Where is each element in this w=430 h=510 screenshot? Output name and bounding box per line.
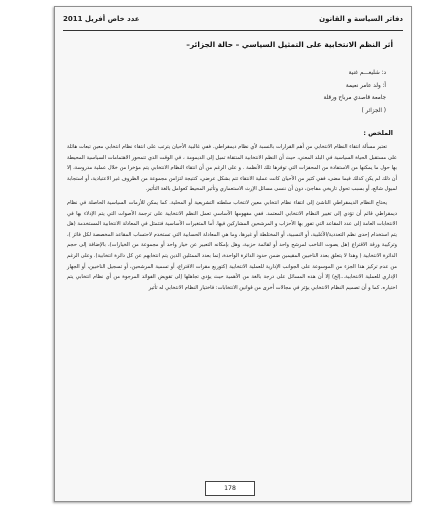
author-block [323,67,386,117]
affiliation: جامعة قاصدي مرباح ورقلة [323,95,386,101]
author-name: أ: ولد عامر نعيمة [345,82,386,89]
running-header [63,13,403,29]
country: ( الجزائر ) [361,107,386,114]
paragraph: يحتاج النظام الديمقراطي الناشئ إلى انتقاء نظام انتخابي معين لانتخاب سلطته التشريعية أو المحلية. كما يمكن للأزمات السياسية الحاصلة في نظام ديمقراطي قائم أن تؤدي إلى تغيير النظام الانتخابي المعتمد. ففي مفهومها الأساسي تعمل النظم الانتخابية على ترجمة الأصوات التي يتم الإدلاء بها في الانتخابات العامة إلى عدد المقاعد التي تفوز بها الأحزاب و المرشحين المشاركين فيها. أما المتغيرات الأساسية فتتمثل في المعادلة الانتخابية المستخدمة (هل يتم استخدام إحدى نظم التعددية/الأغلبية، أو النسبية، أو المختلطة أو غيرها، وما هي المعادلة الحسابية التي تستخدم لاحتساب المقاعد المخصصة لكل فائز )، وتركيبة ورقة الاقتراع (هل يصوت الناخب لمرشح واحد أو لقائمة حزبية، وهل بإمكانه التعبير عن خيار واحد أو مجموعة من الخيارات)، بالإضافة إلى حجم الدائرة الانتخابية ( وهذا لا يتعلق بعدد الناخبين المقيمين ضمن حدود الدائرة الواحدة، إنما بعدد الممثلين الذين يتم انتخابهم عن كل دائرة انتخابية). وعلى الرغم من عدم تركيز هذا الجزء من الموسوعة على الجوانب الإدارية للعملية الانتخابية (كتوزيع مقرات الاقتراع، أو تسمية المرشحين، أو تسجيل الناخبين، أو الجهاز الإداري للعملية الانتخابية...إلخ) إلا أن هذه المسائل على درجة بالغة من الأهمية حيث يؤدي تجاهلها إلى تقويض الفوائد المرجوة من أي نظام انتخابي يتم اختياره. كما و أن تصميم النظام الانتخابي يؤثر في مجالات أخرى من قوانين الانتخابات: فاختيار النظام الانتخابي له تأثير [67,199,397,291]
header-divider [63,30,403,31]
summary-heading: الملخص : [363,129,393,137]
issue-label: عدد خاص أفريل 2011 [63,15,140,23]
paragraph: تعتبر مسألة انتقاء النظام الانتخابي من أهم القرارات بالنسبة لأي نظام ديمقراطي. ففي غالبية الأحيان يترتب على انتقاء نظام انتخابي معين تبعات هائلة على مستقبل الحياة السياسية في البلد المعني، حيث أن النظم الانتخابية المنتقاة تميل إلى الديمومة ، في الوقت الذي تتمحور الاهتمامات السياسية المحيطة بها حول ما يمكنها من الاستفادة من المحفزات التي توفرها تلك الأنظمة . و على الرغم من أن انتقاء النظام الانتخابي يتم مؤخرا من خلال عملية مدروسة، إلا أن ذلك لم يكن كذلك فيما مضى، ففي كثير من الأحيان كانت عملية الانتقاء تتم بشكل عرضي، كنتيجة لتزامن مجموعة من الظروف غير الاعتيادية، أو استجابة لميول شائع، أو بسبب تحول تاريخي مفاجئ، دون أن ننسى مسائل الإرث الاستعماري وتأثير المحيط كعوامل بالغة التأثير. [67,144,397,193]
document-page [54,6,412,502]
page-number: 178 [224,485,236,492]
author-name: د: شليغـــم غنية [348,70,386,76]
article-body [67,142,397,296]
page-number-box [205,481,255,496]
article-title: أثر النظم الانتخابية على التمثيل السياسي – حالة الجزائر– [186,40,393,49]
journal-name: دفاتر السياسة و القانون [319,15,403,23]
